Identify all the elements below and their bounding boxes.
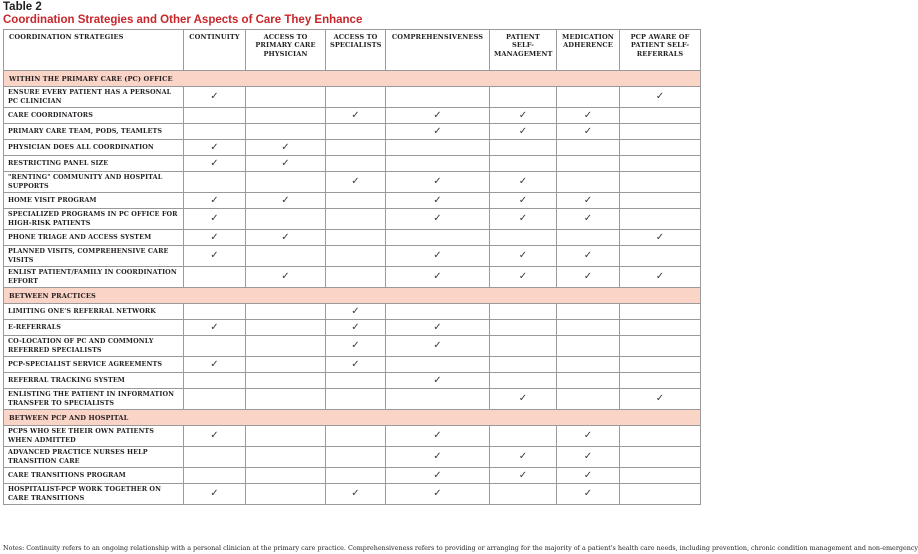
check-cell: [620, 193, 701, 209]
check-cell: [246, 468, 326, 484]
check-mark-icon: ✓: [351, 488, 360, 499]
check-cell: [184, 172, 246, 193]
check-cell: [386, 209, 490, 230]
check-cell: [620, 230, 701, 246]
check-mark-icon: ✓: [351, 109, 360, 121]
check-cell: [620, 124, 701, 140]
check-cell: [184, 267, 246, 288]
table-row: [4, 447, 701, 468]
table-row: [4, 140, 701, 156]
check-cell: [620, 140, 701, 156]
check-mark-icon: ✓: [351, 340, 360, 351]
check-cell: [326, 357, 386, 373]
check-cell: [386, 389, 490, 410]
check-cell: [184, 426, 246, 447]
check-mark-icon: ✓: [433, 321, 442, 333]
check-mark-icon: ✓: [583, 194, 593, 206]
check-cell: [620, 156, 701, 172]
check-mark-icon: ✓: [583, 125, 593, 137]
strategy-label: REFERRAL TRACKING SYSTEM: [4, 373, 184, 389]
table-row: [4, 124, 701, 140]
check-cell: [184, 373, 246, 389]
check-mark-icon: ✓: [210, 141, 219, 153]
check-cell: [246, 373, 326, 389]
check-mark-icon: ✓: [655, 91, 665, 102]
check-mark-icon: ✓: [518, 451, 528, 462]
strategy-label: HOME VISIT PROGRAM: [4, 193, 184, 209]
check-mark-icon: ✓: [433, 488, 442, 499]
check-mark-icon: ✓: [351, 321, 360, 333]
check-cell: [386, 426, 490, 447]
check-cell: [490, 426, 557, 447]
check-cell: [246, 193, 326, 209]
check-cell: [246, 230, 326, 246]
check-cell: [184, 124, 246, 140]
check-cell: [246, 447, 326, 468]
check-mark-icon: ✓: [281, 231, 290, 243]
check-mark-icon: ✓: [433, 176, 442, 187]
check-cell: [490, 140, 557, 156]
check-cell: [184, 389, 246, 410]
check-mark-icon: ✓: [210, 358, 219, 370]
check-cell: [490, 336, 557, 357]
check-mark-icon: ✓: [351, 176, 360, 187]
check-cell: [184, 230, 246, 246]
check-cell: [326, 267, 386, 288]
check-cell: [557, 320, 620, 336]
check-cell: [386, 172, 490, 193]
check-cell: [490, 108, 557, 124]
check-mark-icon: ✓: [583, 271, 593, 282]
check-cell: [326, 468, 386, 484]
check-cell: [326, 246, 386, 267]
strategy-label: CARE TRANSITIONS PROGRAM: [4, 468, 184, 484]
check-cell: [557, 140, 620, 156]
check-mark-icon: ✓: [351, 358, 360, 370]
check-cell: [620, 304, 701, 320]
check-cell: [490, 172, 557, 193]
check-cell: [184, 193, 246, 209]
check-cell: [246, 140, 326, 156]
table-row: [4, 336, 701, 357]
check-cell: [386, 373, 490, 389]
check-cell: [386, 124, 490, 140]
check-cell: [246, 484, 326, 505]
column-header: CONTINUITY: [184, 30, 246, 71]
section-header-row: [4, 410, 701, 426]
check-cell: [490, 87, 557, 108]
check-cell: [557, 304, 620, 320]
check-cell: [326, 193, 386, 209]
check-cell: [620, 246, 701, 267]
check-cell: [326, 389, 386, 410]
table-row: [4, 389, 701, 410]
strategy-label: ENSURE EVERY PATIENT HAS A PERSONAL PC CLINICIAN: [4, 87, 184, 108]
strategy-label: RESTRICTING PANEL SIZE: [4, 156, 184, 172]
check-mark-icon: ✓: [655, 271, 665, 282]
check-cell: [620, 209, 701, 230]
check-cell: [326, 140, 386, 156]
table-row: [4, 230, 701, 246]
check-mark-icon: ✓: [583, 488, 593, 499]
table-row: [4, 357, 701, 373]
check-cell: [386, 304, 490, 320]
section-title: BETWEEN PRACTICES: [4, 288, 701, 304]
check-cell: [557, 267, 620, 288]
check-cell: [386, 87, 490, 108]
table-notes: Notes: Continuity refers to an ongoing relationship with a personal clinician at the primary care practice. Comprehensiveness refers to providing or arranging for the majority of a patient's health care needs, including prevention, chronic condition management and non-emergency: [3, 544, 918, 552]
check-cell: [490, 389, 557, 410]
check-cell: [386, 336, 490, 357]
check-cell: [386, 108, 490, 124]
check-mark-icon: ✓: [210, 231, 219, 243]
check-cell: [246, 209, 326, 230]
section-title: WITHIN THE PRIMARY CARE (PC) OFFICE: [4, 71, 701, 87]
check-cell: [246, 246, 326, 267]
check-cell: [386, 357, 490, 373]
strategy-label: CO-LOCATION OF PC AND COMMONLY REFERRED SPECIALISTS: [4, 336, 184, 357]
check-mark-icon: ✓: [210, 157, 219, 169]
check-mark-icon: ✓: [518, 213, 528, 224]
table-row: [4, 209, 701, 230]
check-cell: [326, 304, 386, 320]
check-cell: [557, 373, 620, 389]
check-cell: [246, 389, 326, 410]
strategy-label: "RENTING" COMMUNITY AND HOSPITAL SUPPORTS: [4, 172, 184, 193]
check-cell: [490, 124, 557, 140]
check-mark-icon: ✓: [655, 231, 665, 243]
check-mark-icon: ✓: [583, 451, 593, 462]
check-cell: [386, 320, 490, 336]
check-mark-icon: ✓: [281, 271, 290, 282]
check-cell: [620, 336, 701, 357]
table-body: [4, 71, 701, 505]
check-cell: [557, 426, 620, 447]
section-title: BETWEEN PCP AND HOSPITAL: [4, 410, 701, 426]
check-cell: [557, 389, 620, 410]
check-cell: [386, 230, 490, 246]
check-cell: [490, 246, 557, 267]
check-mark-icon: ✓: [655, 393, 665, 404]
check-cell: [490, 447, 557, 468]
check-cell: [557, 156, 620, 172]
check-cell: [490, 468, 557, 484]
check-cell: [184, 140, 246, 156]
check-cell: [490, 373, 557, 389]
table-row: [4, 304, 701, 320]
check-cell: [184, 484, 246, 505]
check-cell: [246, 320, 326, 336]
check-mark-icon: ✓: [433, 194, 442, 206]
check-cell: [386, 193, 490, 209]
check-cell: [246, 172, 326, 193]
check-mark-icon: ✓: [433, 469, 442, 481]
check-cell: [326, 156, 386, 172]
check-cell: [557, 484, 620, 505]
check-mark-icon: ✓: [433, 213, 442, 224]
table-title: Coordination Strategies and Other Aspects of Care They Enhance: [3, 14, 363, 26]
check-cell: [326, 230, 386, 246]
check-cell: [557, 193, 620, 209]
check-cell: [246, 108, 326, 124]
strategy-label: PRIMARY CARE TEAM, PODS, TEAMLETS: [4, 124, 184, 140]
strategy-label: E-REFERRALS: [4, 320, 184, 336]
strategy-label: CARE COORDINATORS: [4, 108, 184, 124]
check-mark-icon: ✓: [210, 91, 219, 102]
coordination-table: [3, 29, 701, 505]
table-row: [4, 484, 701, 505]
check-cell: [557, 108, 620, 124]
strategy-label: ADVANCED PRACTICE NURSES HELP TRANSITION CARE: [4, 447, 184, 468]
check-cell: [326, 87, 386, 108]
table-row: [4, 246, 701, 267]
check-cell: [326, 426, 386, 447]
check-cell: [557, 336, 620, 357]
check-cell: [184, 357, 246, 373]
strategy-label: ENLIST PATIENT/FAMILY IN COORDINATION EFFORT: [4, 267, 184, 288]
table-row: [4, 172, 701, 193]
check-mark-icon: ✓: [433, 125, 442, 137]
table-row: [4, 468, 701, 484]
check-cell: [386, 140, 490, 156]
check-cell: [246, 336, 326, 357]
check-mark-icon: ✓: [433, 374, 442, 386]
check-cell: [557, 124, 620, 140]
check-cell: [620, 484, 701, 505]
check-cell: [184, 447, 246, 468]
table-row: [4, 156, 701, 172]
check-cell: [490, 304, 557, 320]
check-mark-icon: ✓: [433, 340, 442, 351]
check-mark-icon: ✓: [518, 194, 528, 206]
strategy-label: PHYSICIAN DOES ALL COORDINATION: [4, 140, 184, 156]
check-cell: [490, 320, 557, 336]
check-cell: [184, 304, 246, 320]
check-cell: [620, 468, 701, 484]
check-mark-icon: ✓: [518, 109, 528, 121]
check-cell: [620, 108, 701, 124]
column-header: ACCESS TO PRIMARY CARE PHYSICIAN: [246, 30, 326, 71]
check-cell: [326, 336, 386, 357]
check-cell: [246, 357, 326, 373]
check-cell: [557, 230, 620, 246]
strategy-label: SPECIALIZED PROGRAMS IN PC OFFICE FOR HIGH-RISK PATIENTS: [4, 209, 184, 230]
check-cell: [246, 156, 326, 172]
check-cell: [326, 373, 386, 389]
check-cell: [620, 426, 701, 447]
check-cell: [326, 124, 386, 140]
column-header: PCP AWARE OF PATIENT SELF-REFERRALS: [620, 30, 701, 71]
check-cell: [184, 108, 246, 124]
table-row: [4, 193, 701, 209]
check-cell: [490, 156, 557, 172]
strategy-label: PCP-SPECIALIST SERVICE AGREEMENTS: [4, 357, 184, 373]
check-mark-icon: ✓: [351, 305, 360, 317]
check-cell: [620, 267, 701, 288]
check-cell: [490, 484, 557, 505]
check-mark-icon: ✓: [433, 271, 442, 282]
check-mark-icon: ✓: [281, 141, 290, 153]
check-cell: [386, 156, 490, 172]
check-cell: [184, 320, 246, 336]
check-cell: [326, 320, 386, 336]
check-cell: [620, 389, 701, 410]
check-cell: [246, 426, 326, 447]
check-cell: [557, 468, 620, 484]
check-cell: [557, 447, 620, 468]
check-cell: [246, 304, 326, 320]
table-row: [4, 426, 701, 447]
check-mark-icon: ✓: [210, 194, 219, 206]
column-header: PATIENT SELF-MANAGEMENT: [490, 30, 557, 71]
check-cell: [386, 468, 490, 484]
check-cell: [620, 357, 701, 373]
check-mark-icon: ✓: [583, 213, 593, 224]
check-cell: [620, 87, 701, 108]
check-mark-icon: ✓: [210, 430, 219, 441]
check-mark-icon: ✓: [281, 157, 290, 169]
check-cell: [184, 468, 246, 484]
header-row: [4, 30, 701, 71]
strategy-label: PLANNED VISITS, COMPREHENSIVE CARE VISITS: [4, 246, 184, 267]
check-mark-icon: ✓: [518, 176, 528, 187]
check-cell: [326, 209, 386, 230]
check-cell: [184, 336, 246, 357]
check-cell: [326, 484, 386, 505]
check-cell: [184, 209, 246, 230]
check-mark-icon: ✓: [518, 271, 528, 282]
check-cell: [386, 484, 490, 505]
section-header-row: [4, 288, 701, 304]
check-cell: [557, 172, 620, 193]
check-cell: [184, 156, 246, 172]
check-cell: [246, 267, 326, 288]
column-header: MEDICATION ADHERENCE: [557, 30, 620, 71]
column-header: COMPREHENSIVENESS: [386, 30, 490, 71]
check-mark-icon: ✓: [433, 109, 442, 121]
table-row: [4, 373, 701, 389]
check-cell: [620, 320, 701, 336]
check-cell: [386, 267, 490, 288]
table-row: [4, 87, 701, 108]
check-mark-icon: ✓: [433, 430, 442, 441]
table-row: [4, 108, 701, 124]
check-mark-icon: ✓: [433, 451, 442, 462]
check-cell: [490, 193, 557, 209]
check-mark-icon: ✓: [583, 469, 593, 481]
strategy-label: PHONE TRIAGE AND ACCESS SYSTEM: [4, 230, 184, 246]
check-cell: [620, 172, 701, 193]
check-mark-icon: ✓: [518, 125, 528, 137]
strategy-label: ENLISTING THE PATIENT IN INFORMATION TRANSFER TO SPECIALISTS: [4, 389, 184, 410]
check-cell: [246, 124, 326, 140]
check-cell: [557, 246, 620, 267]
check-cell: [557, 87, 620, 108]
check-cell: [490, 357, 557, 373]
strategy-label: PCPS WHO SEE THEIR OWN PATIENTS WHEN ADMITTED: [4, 426, 184, 447]
check-cell: [490, 230, 557, 246]
check-mark-icon: ✓: [433, 250, 442, 261]
check-mark-icon: ✓: [210, 488, 219, 499]
check-mark-icon: ✓: [210, 321, 219, 333]
check-cell: [386, 447, 490, 468]
check-cell: [620, 373, 701, 389]
check-cell: [386, 246, 490, 267]
check-cell: [490, 267, 557, 288]
table-row: [4, 267, 701, 288]
check-mark-icon: ✓: [583, 109, 593, 121]
strategy-label: HOSPITALIST-PCP WORK TOGETHER ON CARE TRANSITIONS: [4, 484, 184, 505]
check-cell: [326, 447, 386, 468]
check-cell: [490, 209, 557, 230]
check-mark-icon: ✓: [583, 430, 593, 441]
section-header-row: [4, 71, 701, 87]
table-row: [4, 320, 701, 336]
column-header: COORDINATION STRATEGIES: [4, 30, 184, 71]
check-cell: [326, 108, 386, 124]
check-cell: [557, 209, 620, 230]
check-cell: [246, 87, 326, 108]
strategy-label: LIMITING ONE'S REFERRAL NETWORK: [4, 304, 184, 320]
table-label: Table 2: [3, 1, 42, 13]
check-cell: [184, 246, 246, 267]
check-mark-icon: ✓: [281, 194, 290, 206]
check-mark-icon: ✓: [210, 213, 219, 224]
check-mark-icon: ✓: [210, 250, 219, 261]
check-mark-icon: ✓: [518, 250, 528, 261]
check-mark-icon: ✓: [583, 250, 593, 261]
check-mark-icon: ✓: [518, 469, 528, 481]
check-mark-icon: ✓: [518, 393, 528, 404]
column-header: ACCESS TO SPECIALISTS: [326, 30, 386, 71]
check-cell: [184, 87, 246, 108]
check-cell: [326, 172, 386, 193]
check-cell: [557, 357, 620, 373]
check-cell: [620, 447, 701, 468]
